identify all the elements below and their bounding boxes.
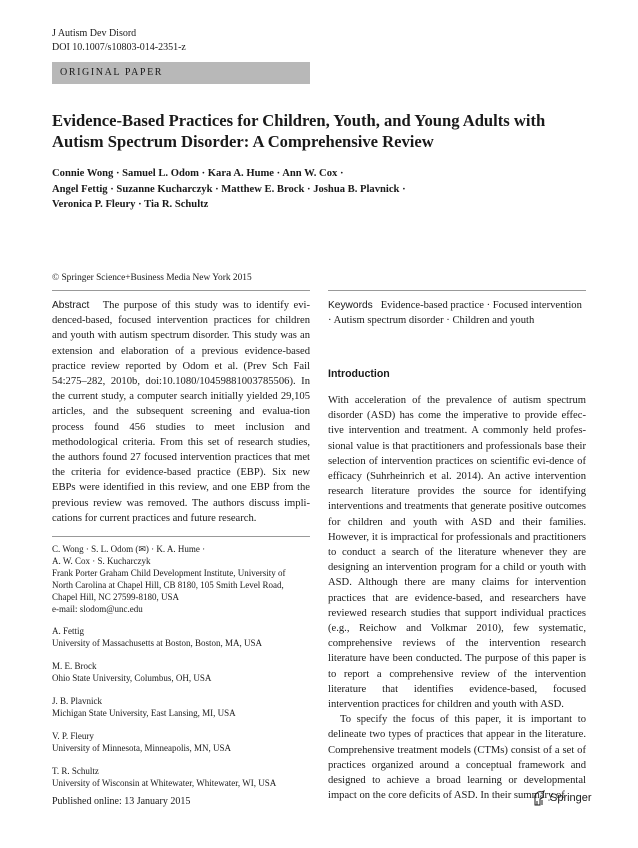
published-date: Published online: 13 January 2015 [52, 796, 191, 807]
citation-link[interactable]: 2010b [110, 376, 138, 388]
affiliation-line: University of Minnesota, Minneapolis, MN, USA [52, 742, 231, 753]
affiliation-block [52, 661, 312, 685]
doi: DOI 10.1007/s10803-014-2351-z [52, 42, 186, 53]
affiliation-block [52, 544, 312, 615]
abstract-label: Abstract [52, 300, 90, 311]
affiliation-line: T. R. Schultz [52, 765, 99, 776]
springer-horse-icon [532, 790, 546, 806]
introduction-heading: Introduction [328, 368, 390, 380]
divider [328, 290, 586, 291]
article-type-banner: ORIGINAL PAPER [52, 62, 310, 84]
affiliation-block [52, 696, 312, 720]
affiliation-line: C. Wong · S. L. Odom (✉) · K. A. Hume · [52, 544, 206, 554]
author-line: Angel Fettig · Suzanne Kucharczyk · Matthew E. Brock · Joshua B. Plavnick · [52, 183, 406, 195]
intro-text: With acceleration of the prevalence of autism spectrum disorder (ASD) has come the imperative to provide effec-tive intervention and treatment. A commonly held profes-sional value is that practitioners and professionals base their selection of intervention practices on scientific evi-dence of efficacy (Suhrheinrich et al. [328, 395, 586, 483]
springer-logo [532, 790, 592, 806]
affiliation-block [52, 766, 312, 790]
author-line: Veronica P. Fleury · Tia R. Schultz [52, 199, 209, 210]
journal-name: J Autism Dev Disord [52, 28, 137, 39]
affiliation-line: V. P. Fleury [52, 730, 94, 741]
affiliation-line: Ohio State University, Columbus, OH, USA [52, 673, 212, 684]
affiliation-block [52, 731, 312, 755]
email-link[interactable]: e-mail: slodom@unc.edu [52, 603, 143, 614]
affiliation-block [52, 626, 312, 650]
intro-text: ). An active intervention research literature provides the source for identifying interventions and treatments that generate positive outcomes for children and youth with ASD and their families. However, it is impractical for professionals and practitioners to conduct a search of the literature whenever they are designing an intervention program for a child or youth with ASD. Although there are many claims for intervention practices that are evidence-based, and researchers have reviewed research studies that support individual practices (e.g., Reichow and Volkmar [328, 471, 587, 635]
affiliation-line: University of Wisconsin at Whitewater, Whitewater, WI, USA [52, 777, 277, 788]
keywords-text: Evidence-based practice · Focused intervention · Autism spectrum disorder · Children and youth [328, 300, 582, 327]
affiliation-line: M. E. Brock [52, 661, 97, 672]
introduction-body [328, 393, 586, 803]
paper-title: Evidence-Based Practices for Children, Youth, and Young Adults with Autism Spectrum Disorder: A Comprehensive Review [52, 111, 546, 151]
author-list [52, 166, 572, 213]
affiliation-line: North Carolina at Chapel Hill, CB 8180, 105 Smith Level Road, [52, 579, 284, 590]
keywords [328, 298, 586, 328]
springer-wordmark: Springer [550, 792, 592, 804]
affiliation-line: A. Fettig [52, 626, 85, 637]
affiliation-line: Frank Porter Graham Child Development Institute, University of [52, 567, 286, 578]
affiliation-line: J. B. Plavnick [52, 696, 103, 707]
abstract-text: , doi: [137, 376, 163, 388]
copyright: © Springer Science+Business Media New York 2015 [52, 273, 252, 283]
affiliation-line: Michigan State University, East Lansing, MI, USA [52, 707, 236, 718]
divider [52, 536, 310, 537]
abstract-text: ). In the current study, a computer search initially yielded 29,105 articles, and the subsequent screening and evalua-tion process found 456 studies to meet inclusion and methodological criteria. From this set of research studies, the authors found 27 focused intervention practices that met the criteria for evidence-based practice (EBP). Six new EBPs were identified in this review, and one EBP from the previous review was removed. The authors discuss impli-cations for current practices and future research. [52, 376, 310, 524]
citation-link[interactable]: 2010 [476, 623, 498, 635]
paragraph [328, 393, 586, 712]
keywords-label: Keywords [328, 300, 373, 311]
affiliation-line: Chapel Hill, NC 27599-8180, USA [52, 591, 179, 602]
citation-link[interactable]: 2014 [456, 471, 478, 483]
doi-link[interactable]: 10.1080/10459881003785506 [162, 376, 290, 388]
affiliations [52, 544, 312, 801]
affiliation-line: University of Massachusetts at Boston, Boston, MA, USA [52, 638, 262, 649]
abstract [52, 298, 310, 526]
affiliation-line: A. W. Cox · S. Kucharczyk [52, 555, 151, 566]
paragraph: To specify the focus of this paper, it is important to delineate two types of practices that appear in the literature. Comprehensive treatment models (CTMs) consist of a set of practices organized around a conceptual framework and designed to achieve a broad learning or developmental impact on the core deficits of ASD. In their summary of [328, 714, 586, 802]
divider [52, 290, 310, 291]
abstract-text: The purpose of this study was to identify evi-denced-based, focused intervention practices for children and youth with autism spectrum disorder. This study was an extension and elaboration of a previous evidence-based practice review reported by Odom et al. (Prev Sch Fail 54:275–282, [52, 300, 310, 388]
author-line: Connie Wong · Samuel L. Odom · Kara A. Hume · Ann W. Cox · [52, 168, 344, 179]
intro-text: ), few systematic, comprehensive reviews of the intervention research literature have been conducted. The purpose of this paper is to report a comprehensive review of the intervention literature that identifies evidence-based, focused intervention practices for children and youth with ASD. [328, 623, 586, 711]
